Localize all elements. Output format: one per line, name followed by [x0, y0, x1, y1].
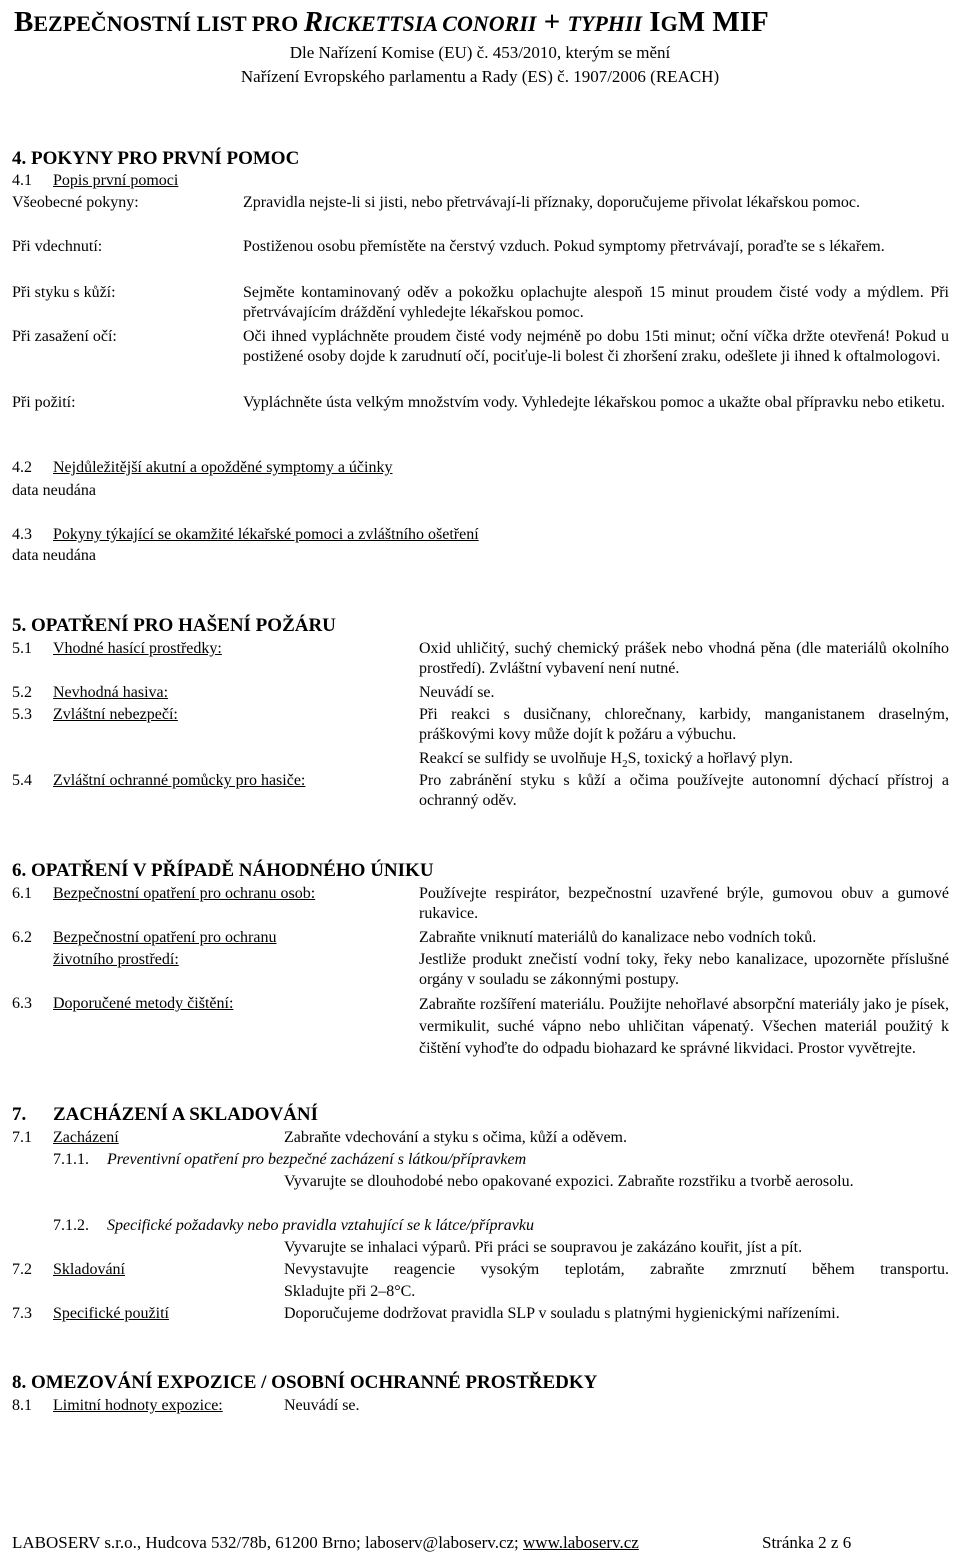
section-6-2-label-line-1: Bezpečnostní opatření pro ochranu [53, 929, 277, 946]
section-6-1-label: Bezpečnostní opatření pro ochranu osob: [53, 885, 316, 902]
section-8-1-text: Neuvádí se. [284, 1397, 360, 1414]
page-number: Stránka 2 z 6 [762, 1533, 852, 1552]
skin-contact-text: Sejměte kontaminovaný oděv a pokožku oplachujte alespoň 15 minut proudem čisté vody a mýdlem. Při přetrvávajícím dráždění vyhledejte lékařskou pomoc. [243, 284, 949, 321]
document-title: BEZPEČNOSTNÍ LIST PRO RICKETTSIA CONORII + TYPHII IGM MIF [14, 6, 769, 38]
section-8-1-label: Limitní hodnoty expozice: [53, 1397, 223, 1414]
section-4-2-title: Nejdůležitější akutní a opožděné symptomy a účinky [53, 459, 393, 476]
section-7-1-1-number: 7.1.1. [53, 1151, 89, 1168]
section-7-3-number: 7.3 [12, 1305, 32, 1322]
section-5-3-text: Při reakci s dusičnany, chlorečnany, karbidy, manganistanem draselným, práškovými kovy může dojít k požáru a výbuchu. [419, 706, 949, 743]
section-5-2-number: 5.2 [12, 684, 32, 701]
section-7-3-label: Specifické použití [53, 1305, 169, 1322]
section-5-2-label: Nevhodná hasiva: [53, 684, 169, 701]
section-6-1-text: Používejte respirátor, bezpečnostní uzavřené brýle, gumovou obuv a gumové rukavice. [419, 885, 949, 922]
section-7-1-label: Zacházení [53, 1129, 119, 1146]
section-7-2-text-2: Skladujte při 2–8°C. [284, 1283, 416, 1300]
header-regulation-line-2: Nařízení Evropského parlamentu a Rady (ES) č. 1907/2006 (REACH) [240, 67, 720, 86]
section-7-2-text: Nevystavujte reagencie vysokým teplotám, zabraňte zmrznutí během transportu. [284, 1261, 949, 1278]
section-5-1-text: Oxid uhličitý, suchý chemický prášek nebo vhodná pěna (dle materiálů okolního prostředí). Zvláštní vybavení není nutné. [419, 640, 949, 677]
section-5-3-number: 5.3 [12, 706, 32, 723]
section-6-2-text-2: Jestliže produkt znečistí vodní toky, řeky nebo kanalizace, upozorněte příslušné orgány v souladu se zákonnými postupy. [419, 951, 949, 988]
section-7-heading: ZACHÁZENÍ A SKLADOVÁNÍ [53, 1104, 318, 1125]
section-7-2-label: Skladování [53, 1261, 125, 1278]
ingestion-label: Při požití: [12, 394, 76, 411]
section-7-2-number: 7.2 [12, 1261, 32, 1278]
general-text: Zpravidla nejste-li si jisti, nebo přetrvávají-li příznaky, doporučujeme přivolat lékařskou pomoc. [243, 194, 861, 211]
eye-contact-label: Při zasažení očí: [12, 328, 117, 345]
section-7-3-text: Doporučujeme dodržovat pravidla SLP v souladu s platnými hygienickými nařízeními. [284, 1305, 840, 1322]
section-4-1-number: 4.1 [12, 172, 32, 189]
section-5-3-label: Zvláštní nebezpečí: [53, 706, 178, 723]
section-5-3-text-2: Reakcí se sulfidy se uvolňuje $H_2S$, toxický a hořlavý plyn. [419, 750, 793, 771]
section-7-heading-number: 7. [12, 1104, 27, 1125]
section-6-3-number: 6.3 [12, 995, 32, 1012]
section-4-1-title: Popis první pomoci [53, 172, 179, 189]
section-7-1-2-title: Specifické požadavky nebo pravidla vztahující se k látce/přípravku [107, 1217, 534, 1234]
section-4-2-text: data neudána [12, 482, 96, 499]
section-7-1-1-text: Vyvarujte se dlouhodobé nebo opakované expozici. Zabraňte rozstřiku a tvorbě aerosolu. [284, 1173, 854, 1190]
footer [12, 1533, 639, 1553]
section-6-2-text-1: Zabraňte vniknutí materiálů do kanalizace nebo vodních toků. [419, 929, 817, 946]
section-4-3-number: 4.3 [12, 526, 32, 543]
section-5-2-text: Neuvádí se. [419, 684, 495, 701]
eye-contact-text: Oči ihned vypláchněte proudem čisté vody nejméně po dobu 15ti minut; oční víčka držte otevřená! Pokud u postižené osoby dojde k zarudnutí očí, pociťuje-li bolest či zhoršení zraku, odešlete ji ihned k oftalmologovi. [243, 328, 949, 365]
section-5-4-label: Zvláštní ochranné pomůcky pro hasiče: [53, 772, 306, 789]
section-7-1-text: Zabraňte vdechování a styku s očima, kůží a oděvem. [284, 1129, 627, 1146]
section-5-1-label: Vhodné hasící prostředky: [53, 640, 222, 657]
section-7-1-2-text: Vyvarujte se inhalaci výparů. Při práci se soupravou je zakázáno kouřit, jíst a pít. [284, 1239, 803, 1256]
section-6-heading: 6. OPATŘENÍ V PŘÍPADĚ NÁHODNÉHO ÚNIKU [12, 860, 434, 881]
ingestion-text: Vypláchněte ústa velkým množstvím vody. Vyhledejte lékařskou pomoc a ukažte obal přípravku nebo etiketu. [243, 394, 946, 411]
inhalation-text: Postiženou osobu přemístěte na čerstvý vzduch. Pokud symptomy přetrvávají, poraďte se s lékařem. [243, 238, 885, 255]
section-6-3-label: Doporučené metody čištění: [53, 995, 234, 1012]
section-5-4-text: Pro zabránění styku s kůží a očima používejte autonomní dýchací přístroj a ochranný oděv. [419, 772, 949, 809]
general-label: Všeobecné pokyny: [12, 194, 139, 211]
section-8-1-number: 8.1 [12, 1397, 32, 1414]
section-8-heading: 8. OMEZOVÁNÍ EXPOZICE / OSOBNÍ OCHRANNÉ PROSTŘEDKY [12, 1372, 598, 1393]
section-6-2-number: 6.2 [12, 929, 32, 946]
section-7-1-number: 7.1 [12, 1129, 32, 1146]
section-7-1-2-number: 7.1.2. [53, 1217, 89, 1234]
section-4-2-number: 4.2 [12, 459, 32, 476]
header-regulation-line-1: Dle Nařízení Komise (EU) č. 453/2010, kterým se mění [289, 43, 671, 62]
section-6-2-label-line-2: životního prostředí: [53, 951, 179, 968]
section-5-1-number: 5.1 [12, 640, 32, 657]
skin-contact-label: Při styku s kůží: [12, 284, 116, 301]
section-4-3-title: Pokyny týkající se okamžité lékařské pomoci a zvláštního ošetření [53, 526, 479, 543]
section-4-heading: 4. POKYNY PRO PRVNÍ POMOC [12, 148, 300, 169]
section-6-3-text: Zabraňte rozšíření materiálu. Použijte nehořlavé absorpční materiály jako je písek, vermikulit, suché vápno nebo uhličitan vápenatý. Všechen materiál použitý k čištění vyhoďte do odpadu biohazard ke správné likvidaci. Prostor vyvětrejte. [419, 996, 949, 1057]
inhalation-label: Při vdechnutí: [12, 238, 103, 255]
section-6-1-number: 6.1 [12, 885, 32, 902]
section-5-heading: 5. OPATŘENÍ PRO HAŠENÍ POŽÁRU [12, 615, 336, 636]
footer-website-link[interactable]: www.laboserv.cz [523, 1533, 639, 1552]
section-5-4-number: 5.4 [12, 772, 32, 789]
section-7-1-1-title: Preventivní opatření pro bezpečné zacházení s látkou/přípravkem [107, 1151, 527, 1168]
section-4-3-text: data neudána [12, 547, 96, 564]
footer-company-info: LABOSERV s.r.o., Hudcova 532/78b, 61200 Brno; laboserv@laboserv.cz; [12, 1533, 524, 1552]
